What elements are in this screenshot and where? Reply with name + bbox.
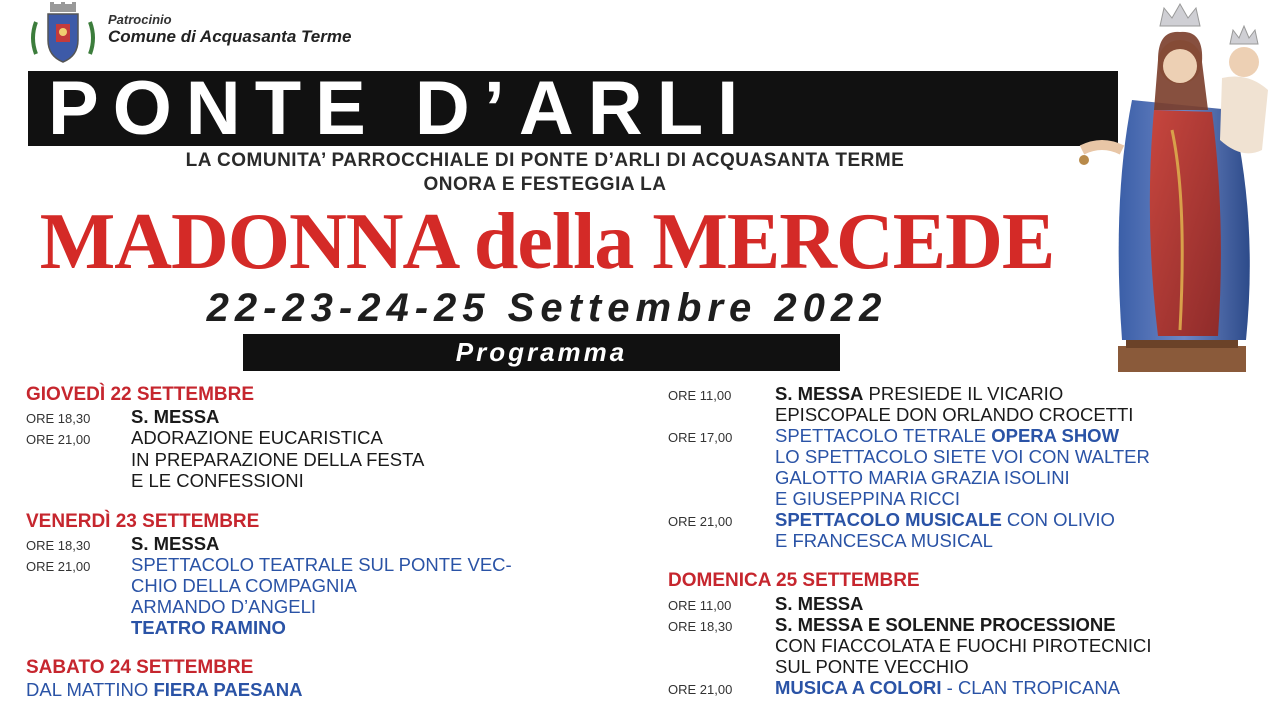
event-line-part: PRESIEDE IL VICARIO <box>863 383 1064 404</box>
event-time: ORE 18,30 <box>668 619 733 634</box>
event-title: S. MESSA <box>775 593 864 614</box>
programma-label: Programma <box>455 337 628 367</box>
municipal-crest-icon <box>26 2 100 66</box>
event-line: TEATRO RAMINO <box>131 617 286 638</box>
patronage-label: Patrocinio <box>108 12 172 27</box>
event-time: ORE 17,00 <box>668 430 733 445</box>
subtitle-line-2: ONORA E FESTEGGIA LA <box>423 174 667 195</box>
event-highlight: MUSICA A COLORI <box>775 677 942 698</box>
event-time: ORE 11,00 <box>668 388 732 403</box>
event-line-part: SPETTACOLO TETRALE <box>775 425 992 446</box>
event-title: S. MESSA <box>131 533 220 554</box>
event-line: GALOTTO MARIA GRAZIA ISOLINI <box>775 467 1070 488</box>
day-heading-giovedi: GIOVEDÌ 22 SETTEMBRE <box>26 384 255 405</box>
event-line: E LE CONFESSIONI <box>131 470 304 491</box>
event-line <box>775 677 1120 699</box>
event-highlight: SPETTACOLO MUSICALE <box>775 509 1002 530</box>
event-line-part: DAL MATTINO <box>26 679 154 700</box>
event-line <box>775 383 1063 405</box>
event-line <box>775 425 1119 447</box>
event-highlight: OPERA SHOW <box>991 425 1120 446</box>
event-highlight: S. MESSA <box>775 383 864 404</box>
event-line-part: CON OLIVIO <box>1001 509 1115 530</box>
event-line <box>775 509 1115 531</box>
event-line: EPISCOPALE DON ORLANDO CROCETTI <box>775 404 1134 425</box>
event-time: ORE 21,00 <box>668 682 733 697</box>
event-time: ORE 21,00 <box>26 559 91 574</box>
day-heading-sabato: SABATO 24 SETTEMBRE <box>26 657 254 678</box>
madonna-statue-image <box>1062 0 1280 376</box>
main-title: PONTE D’ARLI <box>48 66 753 151</box>
event-title: S. MESSA <box>131 406 220 427</box>
comune-name: Comune di Acquasanta Terme <box>108 27 352 46</box>
event-time: ORE 11,00 <box>668 598 732 613</box>
event-time: ORE 18,30 <box>26 411 91 426</box>
event-time: ORE 21,00 <box>668 514 733 529</box>
event-highlight: FIERA PAESANA <box>153 679 303 700</box>
event-line-part: - CLAN TROPICANA <box>941 677 1121 698</box>
event-line: S. MESSA E SOLENNE PROCESSIONE <box>775 614 1116 635</box>
event-line: IN PREPARAZIONE DELLA FESTA <box>131 449 425 470</box>
day-heading-domenica: DOMENICA 25 SETTEMBRE <box>668 570 920 591</box>
event-line: CHIO DELLA COMPAGNIA <box>131 575 357 596</box>
feast-title: MADONNA della MERCEDE <box>39 198 1055 286</box>
event-line: E FRANCESCA MUSICAL <box>775 530 993 551</box>
event-line: SPETTACOLO TEATRALE SUL PONTE VEC- <box>131 554 512 575</box>
event-line <box>26 679 303 701</box>
event-line: ARMANDO D’ANGELI <box>131 596 317 617</box>
subtitle-line-1: LA COMUNITA’ PARROCCHIALE DI PONTE D’ARLI DI ACQUASANTA TERME <box>185 150 905 171</box>
event-time: ORE 18,30 <box>26 538 91 553</box>
event-line: LO SPETTACOLO SIETE VOI CON WALTER <box>775 446 1150 467</box>
event-line: CON FIACCOLATA E FUOCHI PIROTECNICI <box>775 635 1152 656</box>
event-line: SUL PONTE VECCHIO <box>775 656 969 677</box>
event-time: ORE 21,00 <box>26 432 91 447</box>
festival-dates: 22-23-24-25 Settembre 2022 <box>206 286 888 330</box>
event-line: E GIUSEPPINA RICCI <box>775 488 961 509</box>
day-heading-venerdi: VENERDÌ 23 SETTEMBRE <box>26 511 260 532</box>
event-line: ADORAZIONE EUCARISTICA <box>131 427 383 448</box>
